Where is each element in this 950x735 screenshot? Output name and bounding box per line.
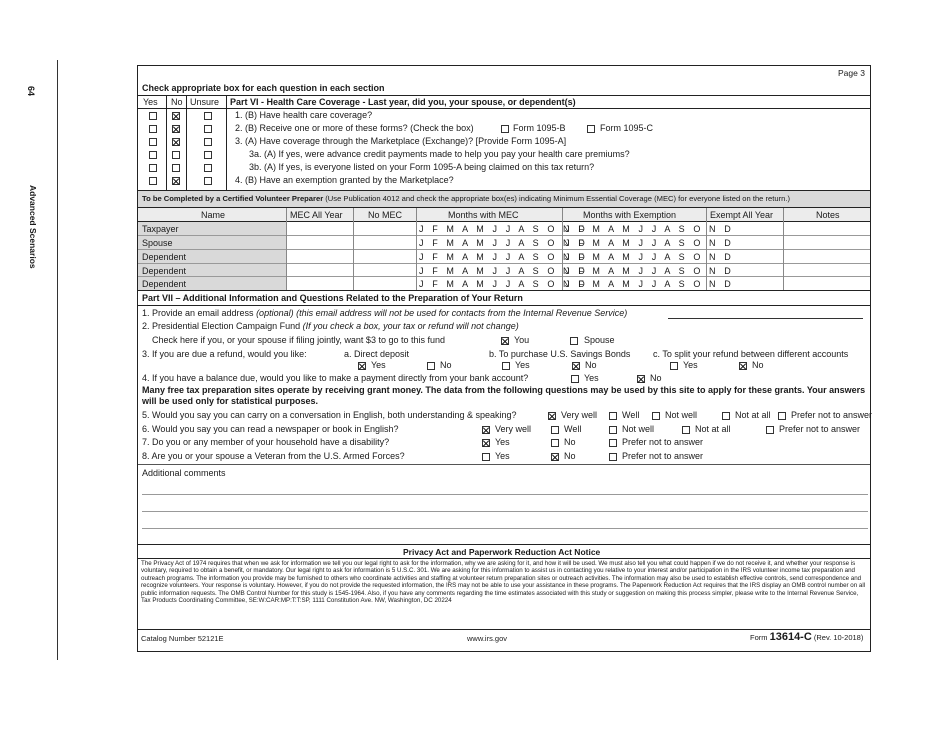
q4-unsure-checkbox[interactable] (204, 177, 212, 185)
mec-header-exempt-all-year: Exempt All Year (710, 210, 774, 220)
months-exemption-4[interactable]: J F M A M J J A S O N D (565, 266, 734, 276)
mec-row-spouse: Spouse (142, 238, 173, 248)
q5-well-label: Well (622, 410, 640, 420)
q4-yes-checkbox[interactable] (571, 375, 579, 383)
q7-yes-checkbox[interactable] (482, 439, 490, 447)
q6-well-label: Well (564, 424, 582, 434)
part6-title: Part VI - Health Care Coverage - Last year, did you, your spouse, or dependent(s) (230, 97, 576, 107)
mec-row-taxpayer: Taxpayer (142, 224, 179, 234)
q5-well-checkbox[interactable] (609, 412, 617, 420)
q6-not-well-label: Not well (622, 424, 655, 434)
months-exemption-5[interactable]: J F M A M J J A S O N D (565, 279, 734, 289)
q8-prefer-not-label: Prefer not to answer (622, 451, 704, 461)
q7-yes-label: Yes (495, 437, 510, 447)
mec-row-dependent-3: Dependent (142, 279, 187, 289)
q6-prefer-not-checkbox[interactable] (766, 426, 774, 434)
months-mec-1[interactable]: J F M A M J J A S O N D (419, 224, 588, 234)
mec-header-months-mec: Months with MEC (448, 210, 519, 220)
q3b-yes-checkbox[interactable] (149, 164, 157, 172)
months-exemption-2[interactable]: J F M A M J J A S O N D (565, 238, 734, 248)
campaign-you-checkbox[interactable] (501, 337, 509, 345)
q3-yes-checkbox[interactable] (149, 138, 157, 146)
mec-header-all-year: MEC All Year (290, 210, 343, 220)
q3-no-checkbox[interactable] (172, 138, 180, 146)
campaign-you-label: You (514, 335, 530, 345)
q4-no-checkbox[interactable] (637, 375, 645, 383)
section-header: Check appropriate box for each question in each section (142, 83, 385, 93)
q6-prefer-not-label: Prefer not to answer (779, 424, 861, 434)
q6-not-well-checkbox[interactable] (609, 426, 617, 434)
q3b-yes-label: Yes (515, 360, 530, 370)
months-mec-5[interactable]: J F M A M J J A S O N D (419, 279, 588, 289)
q5-very-well-label: Very well (561, 410, 598, 420)
q6-well-checkbox[interactable] (551, 426, 559, 434)
p7-q2-line: Check here if you, or your spouse if filing jointly, want $3 to go to this fund (152, 335, 445, 345)
q6-not-at-all-checkbox[interactable] (682, 426, 690, 434)
q4-yes-label: Yes (584, 373, 599, 383)
q3a-unsure-checkbox[interactable] (204, 151, 212, 159)
q3b-no-checkbox[interactable] (172, 164, 180, 172)
p7-q8: 8. Are you or your spouse a Veteran from the U.S. Armed Forces? (142, 451, 405, 461)
q8-prefer-not-checkbox[interactable] (609, 453, 617, 461)
q7-prefer-not-checkbox[interactable] (609, 439, 617, 447)
p7-q3: 3. If you are due a refund, would you like: (142, 349, 307, 359)
q6-very-well-checkbox[interactable] (482, 426, 490, 434)
additional-comments-label: Additional comments (142, 468, 226, 478)
p7-q4: 4. If you have a balance due, would you like to make a payment directly from your bank account? (142, 373, 529, 383)
q8-yes-checkbox[interactable] (482, 453, 490, 461)
mec-header-no-mec: No MEC (368, 210, 403, 220)
q3c-yes-label: Yes (683, 360, 698, 370)
part7-title: Part VII – Additional Information and Questions Related to the Preparation of Your Return (142, 293, 523, 303)
q3a-no-label: No (440, 360, 452, 370)
q2-yes-checkbox[interactable] (149, 125, 157, 133)
q8-yes-label: Yes (495, 451, 510, 461)
q5-not-at-all-checkbox[interactable] (722, 412, 730, 420)
q3b-yes-checkbox[interactable] (502, 362, 510, 370)
form-id: Form 13614-C (Rev. 10-2018) (750, 631, 864, 643)
q4-yes-checkbox[interactable] (149, 177, 157, 185)
catalog-number: Catalog Number 52121E (141, 634, 224, 643)
q6-not-at-all-label: Not at all (695, 424, 731, 434)
mec-header-name: Name (201, 210, 226, 220)
q5-not-well-checkbox[interactable] (652, 412, 660, 420)
campaign-spouse-checkbox[interactable] (570, 337, 578, 345)
col-yes: Yes (143, 97, 158, 107)
form-13614c-page3 (137, 65, 871, 652)
months-mec-3[interactable]: J F M A M J J A S O N D (419, 252, 588, 262)
q3-text: 3. (A) Have coverage through the Marketplace (Exchange)? [Provide Form 1095-A] (235, 136, 567, 146)
q4-text: 4. (B) Have an exemption granted by the Marketplace? (235, 175, 454, 185)
p7-q1: 1. Provide an email address (optional) (this email address will not be used for contacts from the Internal Revenue Service) (142, 308, 628, 318)
p7-q7: 7. Do you or any member of your household have a disability? (142, 437, 390, 447)
q3a-yes-label: Yes (371, 360, 386, 370)
q6-very-well-label: Very well (495, 424, 532, 434)
q5-very-well-checkbox[interactable] (548, 412, 556, 420)
p7-q3a: a. Direct deposit (344, 349, 410, 359)
q3c-yes-checkbox[interactable] (670, 362, 678, 370)
email-field[interactable] (668, 318, 863, 319)
p7-q5: 5. Would you say you can carry on a conversation in English, both understanding & speaking? (142, 410, 517, 420)
q5-prefer-not-checkbox[interactable] (778, 412, 786, 420)
q2-no-checkbox[interactable] (172, 125, 180, 133)
q8-no-label: No (564, 451, 576, 461)
q7-no-checkbox[interactable] (551, 439, 559, 447)
q7-no-label: No (564, 437, 576, 447)
q3c-no-checkbox[interactable] (739, 362, 747, 370)
section-title: Advanced Scenarios (28, 185, 38, 269)
q1-no-checkbox[interactable] (172, 112, 180, 120)
p7-q6: 6. Would you say you can read a newspaper or book in English? (142, 424, 399, 434)
q7-prefer-not-label: Prefer not to answer (622, 437, 704, 447)
q3b-no-label: No (585, 360, 597, 370)
months-mec-2[interactable]: J F M A M J J A S O N D (419, 238, 588, 248)
q3b-text: 3b. (A) If yes, is everyone listed on your Form 1095-A being claimed on this tax return? (249, 162, 595, 172)
irs-url[interactable]: www.irs.gov (467, 634, 508, 643)
q4-no-label: No (650, 373, 662, 383)
p7-q3c: c. To split your refund between different accounts (653, 349, 849, 359)
q1-yes-checkbox[interactable] (149, 112, 157, 120)
q3a-yes-checkbox[interactable] (149, 151, 157, 159)
months-exemption-1[interactable]: J F M A M J J A S O N D (565, 224, 734, 234)
mec-header-months-exemption: Months with Exemption (583, 210, 677, 220)
grants-note: Many free tax preparation sites operate by receiving grant money. The data from the following questions may be used by this site to apply for these grants. Your answers will be used only for statistical purposes. (142, 385, 866, 406)
q3a-no-checkbox[interactable] (427, 362, 435, 370)
campaign-spouse-label: Spouse (584, 335, 615, 345)
q2-unsure-checkbox[interactable] (204, 125, 212, 133)
q3a-text: 3a. (A) If yes, were advance credit payments made to help you pay your health care premiums? (249, 149, 630, 159)
privacy-title: Privacy Act and Paperwork Reduction Act Notice (403, 547, 601, 557)
mec-row-dependent-1: Dependent (142, 252, 187, 262)
form-1095b-label: Form 1095-B (513, 123, 566, 133)
form-1095c-label: Form 1095-C (600, 123, 654, 133)
col-no: No (171, 97, 183, 107)
page-number: 64 (26, 86, 36, 97)
months-exemption-3[interactable]: J F M A M J J A S O N D (565, 252, 734, 262)
q1-unsure-checkbox[interactable] (204, 112, 212, 120)
q4-no-checkbox[interactable] (172, 177, 180, 185)
q1-text: 1. (B) Have health care coverage? (235, 110, 373, 120)
months-mec-4[interactable]: J F M A M J J A S O N D (419, 266, 588, 276)
q3a-yes-checkbox[interactable] (358, 362, 366, 370)
mec-row-dependent-2: Dependent (142, 266, 187, 276)
p7-q2: 2. Presidential Election Campaign Fund (If you check a box, your tax or refund will not change) (142, 321, 519, 331)
q3-unsure-checkbox[interactable] (204, 138, 212, 146)
q5-prefer-not-label: Prefer not to answer (791, 410, 873, 420)
p7-q3b: b. To purchase U.S. Savings Bonds (489, 349, 631, 359)
side-margin (30, 60, 58, 660)
volunteer-note: To be Completed by a Certified Volunteer Preparer (Use Publication 4012 and check the appropriate box(es) indicating Minimum Essential Coverage (MEC) for everyone listed on the return.) (142, 194, 790, 203)
q8-no-checkbox[interactable] (551, 453, 559, 461)
q5-not-at-all-label: Not at all (735, 410, 771, 420)
col-unsure: Unsure (190, 97, 220, 107)
privacy-text: The Privacy Act of 1974 requires that when we ask for information we tell you our legal right to ask for the information, why we are asking for it, and how it will be used. We must also tell you what could happen if we do not receive it, and whether your response is voluntary, required to obtain a benefit, or mandatory. Our legal right to ask for information is 5 U.S.C. 301. We are asking for this information to assist us in contacting you relative to your interest and/or participation in the IRS volunteer income tax preparation and outreach programs. The information you provide may be furnished to others who coordinate activities and staffing at volunteer return preparation sites or outreach activities. The information may also be used to establish effective controls, send correspondence and recognize volunteers. Your response is voluntary. However, if you do not provide the requested information, the IRS may not be able to use your assistance in these programs. The Paperwork Reduction Act requires that the IRS display an OMB control number on all public information requests. The OMB Control Number for this study is 1545-1964. Also, if you have any comments regarding the time estimates associated with this study or suggestion on making this process simpler, please write to the Internal Revenue Service, Tax Products Coordinating Committee, SE:W:CAR:MP:T:T:SP, 1111 Constitution Ave. NW, Washington, DC 20224 (141, 560, 866, 605)
page-label: Page 3 (838, 68, 865, 78)
q3c-no-label: No (752, 360, 764, 370)
q3a-no-checkbox[interactable] (172, 151, 180, 159)
q5-not-well-label: Not well (665, 410, 698, 420)
q3b-unsure-checkbox[interactable] (204, 164, 212, 172)
mec-header-notes: Notes (816, 210, 840, 220)
q2-text: 2. (B) Receive one or more of these forms? (Check the box) (235, 123, 474, 133)
form-1095b-checkbox[interactable] (501, 125, 509, 133)
form-1095c-checkbox[interactable] (587, 125, 595, 133)
q3b-no-checkbox[interactable] (572, 362, 580, 370)
